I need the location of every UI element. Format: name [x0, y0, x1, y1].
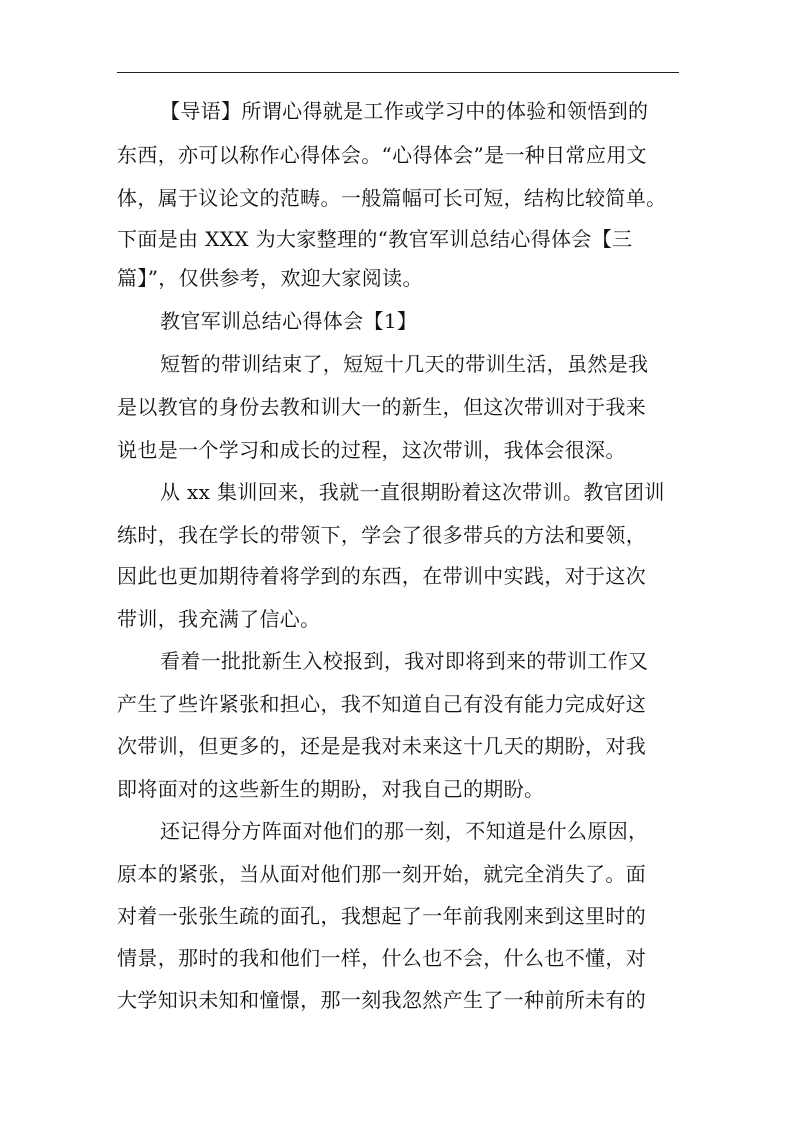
body-line: 从 xx 集训回来，我就一直很期盼着这次带训。教官团训: [160, 480, 665, 504]
body-line: 是以教官的身份去教和训大一的新生，但这次带训对于我来: [117, 395, 647, 419]
body-line: 带训，我充满了信心。: [117, 607, 321, 631]
section-heading: 教官军训总结心得体会【1】: [160, 309, 418, 333]
body-line: 产生了些许紧张和担心，我不知道自己有没有能力完成好这: [117, 692, 647, 716]
body-line: 练时，我在学长的带领下，学会了很多带兵的方法和要领，: [117, 523, 647, 547]
body-line: 还记得分方阵面对他们的那一刻，不知道是什么原因，: [160, 819, 649, 843]
intro-line-5: 篇】”，仅供参考，欢迎大家阅读。: [117, 266, 423, 290]
intro-line-2: 东西，亦可以称作心得体会。“心得体会”是一种日常应用文: [117, 143, 647, 167]
header-rule: [117, 72, 679, 73]
body-line: 看着一批批新生入校报到，我对即将到来的带训工作又: [160, 649, 649, 673]
intro-line-4: 下面是由 XXX 为大家整理的“教官军训总结心得体会【三: [117, 227, 633, 251]
body-line: 原本的紧张，当从面对他们那一刻开始，就完全消失了。面: [117, 862, 647, 886]
body-line: 情景，那时的我和他们一样，什么也不会，什么也不懂，对: [117, 946, 647, 970]
body-line: 说也是一个学习和成长的过程，这次带训，我体会很深。: [117, 438, 626, 462]
body-line: 大学知识未知和憧憬，那一刻我忽然产生了一种前所未有的: [117, 988, 647, 1012]
body-line: 因此也更加期待着将学到的东西，在带训中实践，对于这次: [117, 564, 647, 588]
body-line: 次带训，但更多的，还是是我对未来这十几天的期盼，对我: [117, 734, 647, 758]
body-line: 短暂的带训结束了，短短十几天的带训生活，虽然是我: [160, 352, 649, 376]
body-line: 即将面对的这些新生的期盼，对我自己的期盼。: [117, 777, 545, 801]
intro-line-1: 【导语】所谓心得就是工作或学习中的体验和领悟到的: [160, 99, 649, 123]
intro-line-3: 体，属于议论文的范畴。一般篇幅可长可短，结构比较简单。: [117, 186, 667, 210]
body-line: 对着一张张生疏的面孔，我想起了一年前我刚来到这里时的: [117, 904, 647, 928]
